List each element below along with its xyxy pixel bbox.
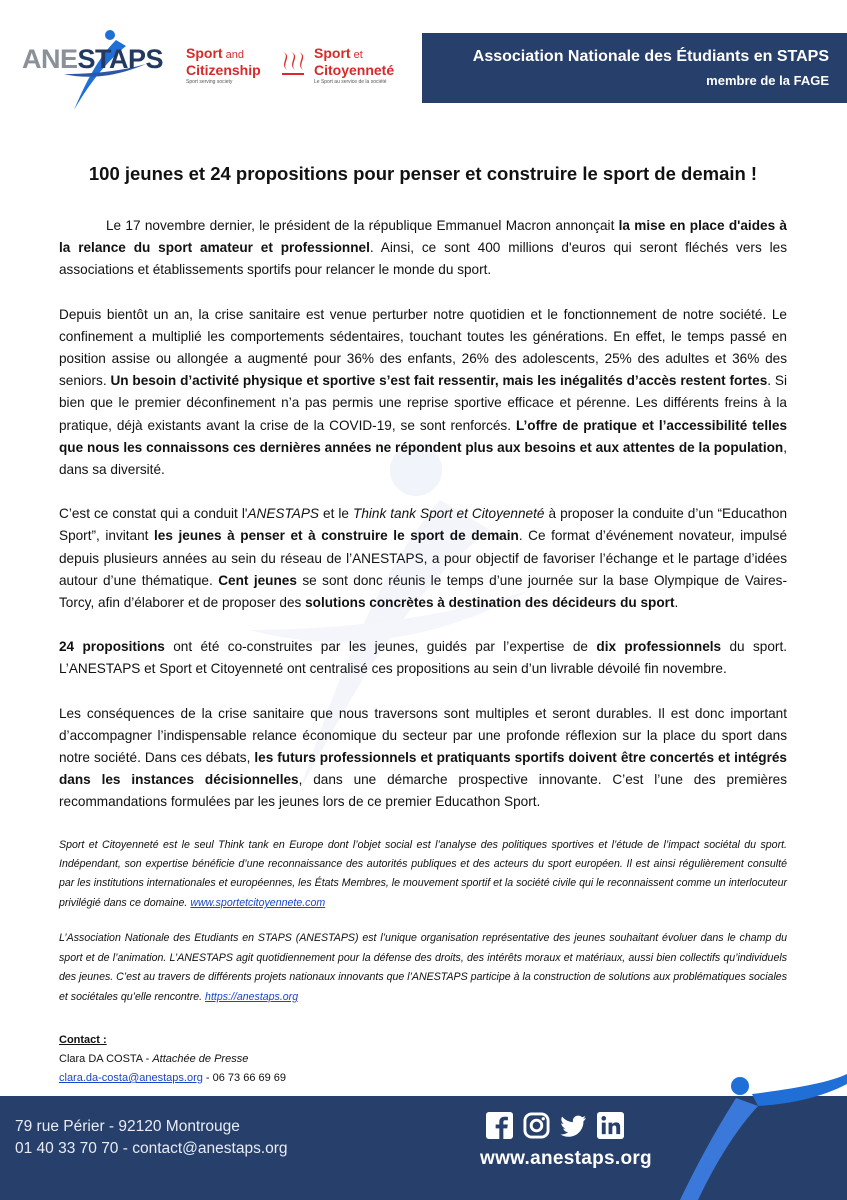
- p3-text: à proposer la conduite d’un “Educathon Sport”, invitant: [59, 506, 788, 544]
- p2-text: . Si bien que le premier déconfinement n’a pas permis une reprise sportive efficace et pérenne. Les différents freins à la pratique, déjà existants avant la crise de la COVID-19, se sont renforcés.: [59, 373, 788, 433]
- p3-text: se sont donc réunis le temps d’une journée sur la base Olympique de Vaires-Torcy, afin d’élaborer et de proposer des: [59, 572, 787, 611]
- p4-bold: dix professionnels: [596, 639, 722, 655]
- sportetcitoyennete-link[interactable]: www.sportetcitoyennete.com: [190, 896, 326, 909]
- sc-fr-citoyennete: Citoyenneté: [314, 62, 395, 78]
- linkedin-icon[interactable]: [597, 1112, 624, 1139]
- contact-phone: - 06 73 66 69 69: [202, 1071, 287, 1084]
- brand-part-2: STAPS: [77, 44, 164, 74]
- sport-citizenship-wordmark: [186, 46, 274, 85]
- note-1-text: Sport et Citoyenneté est le seul Think tank en Europe dont l’objet social est l’analyse des politiques sportives et l’étude de l’impact sociétal du sport. Indépendant, son expertise bénéficie d’une reconnaissance des autorités publiques et des acteurs du sport européen. Il est ainsi régulièrement consulté par les institutions internationales et européennes, les États Membres, le mouvement sportif et la société civile qui le reconnaissent comme un interlocuteur privilégié dans ce domaine.: [59, 838, 787, 909]
- p2-text: , dans sa diversité.: [59, 439, 787, 478]
- contact-heading: Contact :: [59, 1033, 107, 1046]
- banner-subtitle: membre de la FAGE: [706, 73, 829, 88]
- note-2-text: L’Association Nationale des Etudiants en STAPS (ANESTAPS) est l’unique organisation représentative des jeunes souhaitant évoluer dans le champ du sport et de l’animation. L’ANESTAPS agit quotidiennement pour la défense des droits, des intérêts moraux et matériaux, aussi bien collectifs qu’individuels des jeunes. C’est au travers de différents projets nationaux innovants que l’ANESTAPS participe à la construction de solutions aux problématiques sociales et sociétales qu’elle rencontre.: [59, 932, 787, 1003]
- contact-person: [59, 1050, 787, 1069]
- sport-citoyennete-wordmark: [314, 46, 414, 85]
- sc-en-and: and: [222, 49, 244, 61]
- p1-text: . Ainsi, ce sont 400 millions d'euros qui seront fléchés vers les associations et établissements sportifs pour relancer le monde du sport.: [59, 240, 787, 278]
- facebook-icon[interactable]: [486, 1112, 513, 1139]
- p4-text: ont été co-construites par les jeunes, guidés par l’expertise de: [164, 639, 597, 655]
- footer-address-line: 79 rue Périer - 92120 Montrouge: [15, 1118, 240, 1135]
- sc-en-tagline: Sport serving society: [186, 79, 233, 85]
- sport-citoyennete-logo: [186, 46, 411, 94]
- p3-bold: les jeunes à penser et à construire le sport de demain: [154, 528, 519, 544]
- contact-role: Attachée de Presse: [152, 1052, 249, 1065]
- banner-title: Association Nationale des Étudiants en STAPS: [472, 48, 829, 65]
- sport-citoyennete-emblem-icon: [279, 48, 307, 78]
- p3-bold: Cent jeunes: [218, 572, 297, 588]
- paragraph-3: [59, 503, 787, 614]
- p5-text: , dans une démarche prospective innovante. C’est l’une des premières recommandations formulées par les jeunes lors de ce premier Educathon Sport.: [59, 772, 787, 810]
- p1-text: Le 17 novembre dernier, le président de la république Emmanuel Macron annonçait: [106, 218, 619, 233]
- contact-email-link[interactable]: clara.da-costa@anestaps.org: [59, 1071, 203, 1084]
- p4-text: du sport. L’ANESTAPS et Sport et Citoyenneté ont centralisé ces propositions au sein d’un livrable dévoilé fin novembre.: [59, 639, 788, 677]
- paragraph-4: [59, 636, 787, 680]
- anestaps-wordmark: [22, 44, 163, 75]
- footer-website[interactable]: www.anestaps.org: [480, 1148, 652, 1169]
- paragraph-5: [59, 703, 787, 814]
- p5-text: Les conséquences de la crise sanitaire que nous traversons sont multiples et seront durables. Il est donc important d’accompagner l’indispensable relance économique du secteur par une profonde réflexion sur la place du sport dans notre société. Dans ces débats,: [59, 705, 787, 766]
- sc-en-citizenship: Citizenship: [186, 62, 261, 78]
- instagram-icon[interactable]: [523, 1112, 550, 1139]
- p4-bold: 24 propositions: [59, 639, 165, 655]
- about-anestaps: [59, 929, 787, 1007]
- anestaps-link[interactable]: https://anestaps.org: [205, 990, 299, 1003]
- p3-bold: solutions concrètes à destination des décideurs du sport: [305, 595, 675, 611]
- paragraph-2: [59, 304, 787, 482]
- twitter-icon[interactable]: [560, 1112, 587, 1139]
- p2-bold: Un besoin d’activité physique et sportive s’est fait ressentir, mais les inégalités d’accès restent fortes: [110, 373, 768, 389]
- press-release-body: [59, 163, 787, 1088]
- footer-phone-email-line: 01 40 33 70 70 - contact@anestaps.org: [15, 1140, 288, 1157]
- sc-fr-sport: Sport: [314, 45, 351, 61]
- paragraph-1: [59, 215, 787, 282]
- document-title: 100 jeunes et 24 propositions pour penser et construire le sport de demain !: [88, 163, 758, 184]
- p3-text: .: [674, 595, 679, 611]
- footer-address: [15, 1116, 288, 1160]
- sc-fr-et: et: [350, 49, 363, 61]
- anestaps-logo: [18, 30, 168, 110]
- sc-fr-tagline: Le Sport au service de la société: [314, 79, 387, 85]
- sc-en-sport: Sport: [186, 45, 223, 61]
- p5-bold: les futurs professionnels et pratiquants sportifs doivent être concertés et intégrés dans les instances décisionnelles: [59, 750, 787, 788]
- p2-text: Depuis bientôt un an, la crise sanitaire est venue perturber notre quotidien et le fonctionnement de notre société. Le confinement a multiplié les comportements sédentaires, touchant toutes les générations. En effet, le temps passé en position assise ou allongée a augmenté pour 36% des enfants, 26% des adolescents, 25% des adultes et 36% des seniors.: [59, 306, 787, 389]
- p3-text: . Ce format d’événement novateur, impulsé depuis plusieurs années au sein du réseau de l’ANESTAPS, a pour objectif de favoriser l’échange et le partage d’idées autour d’une thématique.: [59, 528, 788, 588]
- social-links: [486, 1112, 624, 1139]
- header-banner: [422, 33, 847, 103]
- brand-part-1: ANE: [22, 44, 78, 74]
- letterhead: [0, 0, 847, 120]
- p3-italic: Think tank Sport et Citoyenneté: [353, 506, 545, 522]
- footer-runner-swoosh-icon: [640, 1074, 847, 1200]
- contact-name: Clara DA COSTA -: [59, 1052, 153, 1065]
- about-sport-citoyennete: [59, 836, 787, 914]
- p3-italic: ANESTAPS: [247, 506, 319, 522]
- p2-bold: L’offre de pratique et l’accessibilité telles que nous les connaissons ces dernières années ne répondent plus aux besoins et aux attentes de la population: [59, 417, 788, 455]
- p3-text: et le: [319, 506, 354, 522]
- p1-bold: la mise en place d'aides à la relance du sport amateur et professionnel: [59, 218, 787, 256]
- p3-text: C’est ce constat qui a conduit l': [59, 506, 248, 522]
